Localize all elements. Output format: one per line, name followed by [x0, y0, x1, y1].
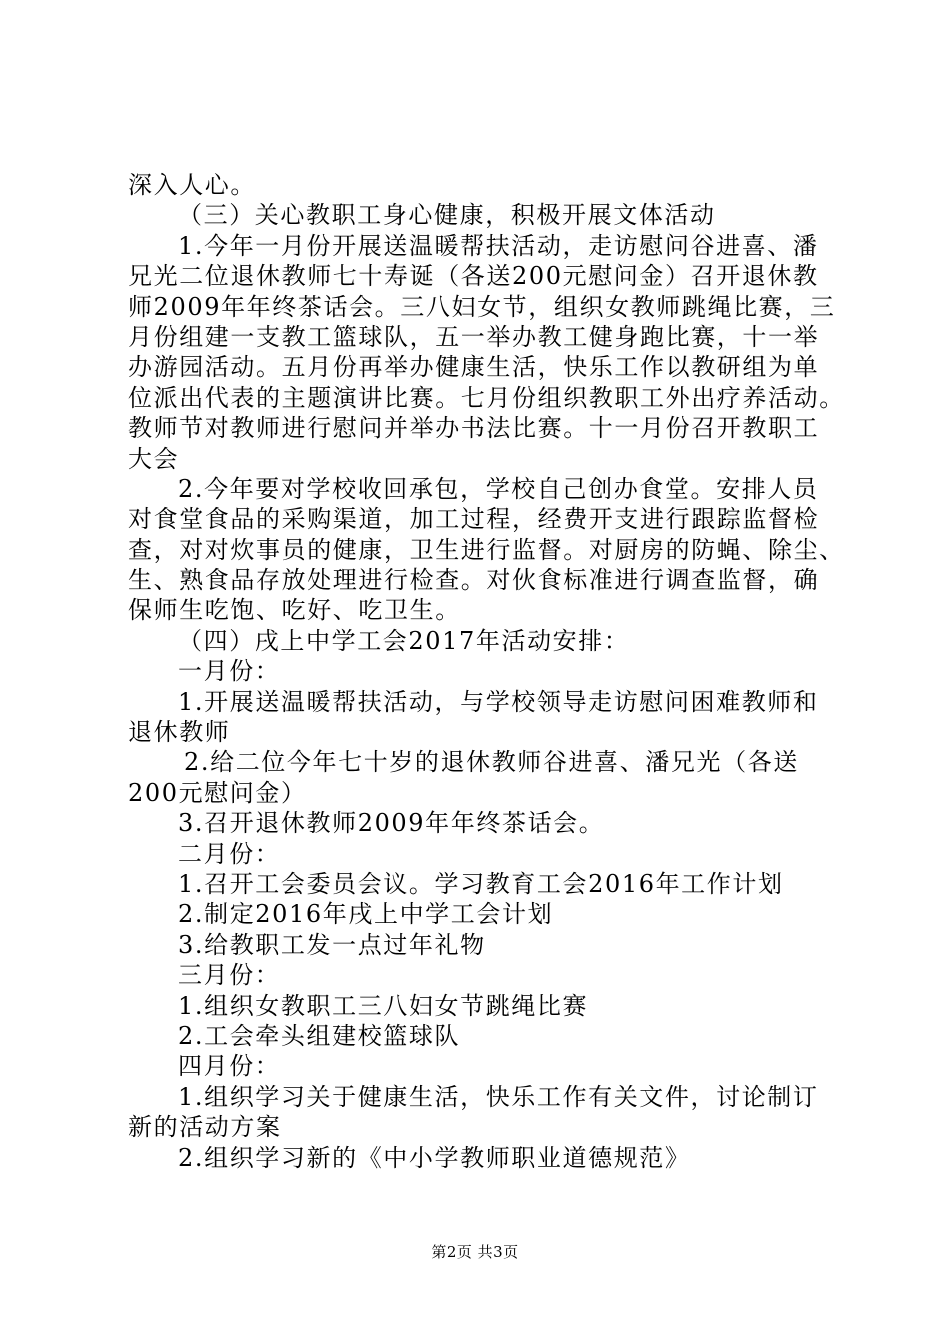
document-body — [128, 170, 845, 1173]
list-item-continuation: 新的活动方案 — [128, 1113, 282, 1142]
paragraph-line: 月份组建一支教工篮球队，五一举办教工健身跑比赛，十一举 — [128, 322, 820, 351]
paragraph-line: 2.今年要对学校收回承包，学校自己创办食堂。安排人员 — [178, 474, 819, 503]
list-item: 1.召开工会委员会议。学习教育工会2016年工作计划 — [178, 869, 784, 898]
list-item: 1.组织女教职工三八妇女节跳绳比赛 — [178, 991, 589, 1020]
paragraph-line: 兄光二位退休教师七十寿诞（各送200元慰问金）召开退休教 — [128, 262, 819, 291]
paragraph-line: 办游园活动。五月份再举办健康生活，快乐工作以教研组为单 — [128, 353, 820, 382]
page-footer: 第2页 共3页 — [431, 1243, 519, 1261]
paragraph-line: 保师生吃饱、吃好、吃卫生。 — [128, 596, 461, 625]
month-heading: 三月份： — [178, 961, 281, 990]
section-heading-4: （四）戌上中学工会2017年活动安排： — [178, 626, 630, 655]
list-item-continuation: 退休教师 — [128, 718, 231, 747]
paragraph-line: 对食堂食品的采购渠道，加工过程，经费开支进行跟踪监督检 — [128, 505, 820, 534]
paragraph-line: 生、熟食品存放处理进行检查。对伙食标准进行调查监督，确 — [128, 566, 820, 595]
list-item: 2.给二位今年七十岁的退休教师谷进喜、潘兄光（各送 — [184, 748, 799, 777]
paragraph-line: 大会 — [128, 444, 180, 473]
month-heading: 二月份： — [178, 839, 281, 868]
month-heading: 一月份： — [178, 657, 281, 686]
paragraph-line: 师2009年年终茶话会。三八妇女节，组织女教师跳绳比赛，三 — [128, 292, 836, 321]
list-item: 2.制定2016年戌上中学工会计划 — [178, 900, 554, 929]
list-item: 2.组织学习新的《中小学教师职业道德规范》 — [178, 1143, 691, 1172]
list-item: 3.给教职工发一点过年礼物 — [178, 930, 486, 959]
paragraph-line: 教师节对教师进行慰问并举办书法比赛。十一月份召开教职工 — [128, 414, 820, 443]
paragraph-line: 1.今年一月份开展送温暖帮扶活动，走访慰问谷进喜、潘 — [178, 231, 819, 260]
list-item: 1.开展送温暖帮扶活动，与学校领导走访慰问困难教师和 — [178, 687, 819, 716]
paragraph-line: 深入人心。 — [128, 171, 256, 199]
list-item: 3.召开退休教师2009年年终茶话会。 — [178, 809, 605, 838]
section-heading-3: （三）关心教职工身心健康，积极开展文体活动 — [178, 201, 716, 230]
list-item: 1.组织学习关于健康生活，快乐工作有关文件，讨论制订 — [178, 1082, 819, 1111]
paragraph-line: 位派出代表的主题演讲比赛。七月份组织教职工外出疗养活动。 — [128, 383, 845, 412]
list-item: 2.工会牵头组建校篮球队 — [178, 1021, 461, 1050]
list-item-continuation: 200元慰问金） — [128, 778, 307, 807]
paragraph-line: 查，对对炊事员的健康，卫生进行监督。对厨房的防蝇、除尘、 — [128, 535, 845, 564]
month-heading: 四月份： — [178, 1052, 281, 1081]
